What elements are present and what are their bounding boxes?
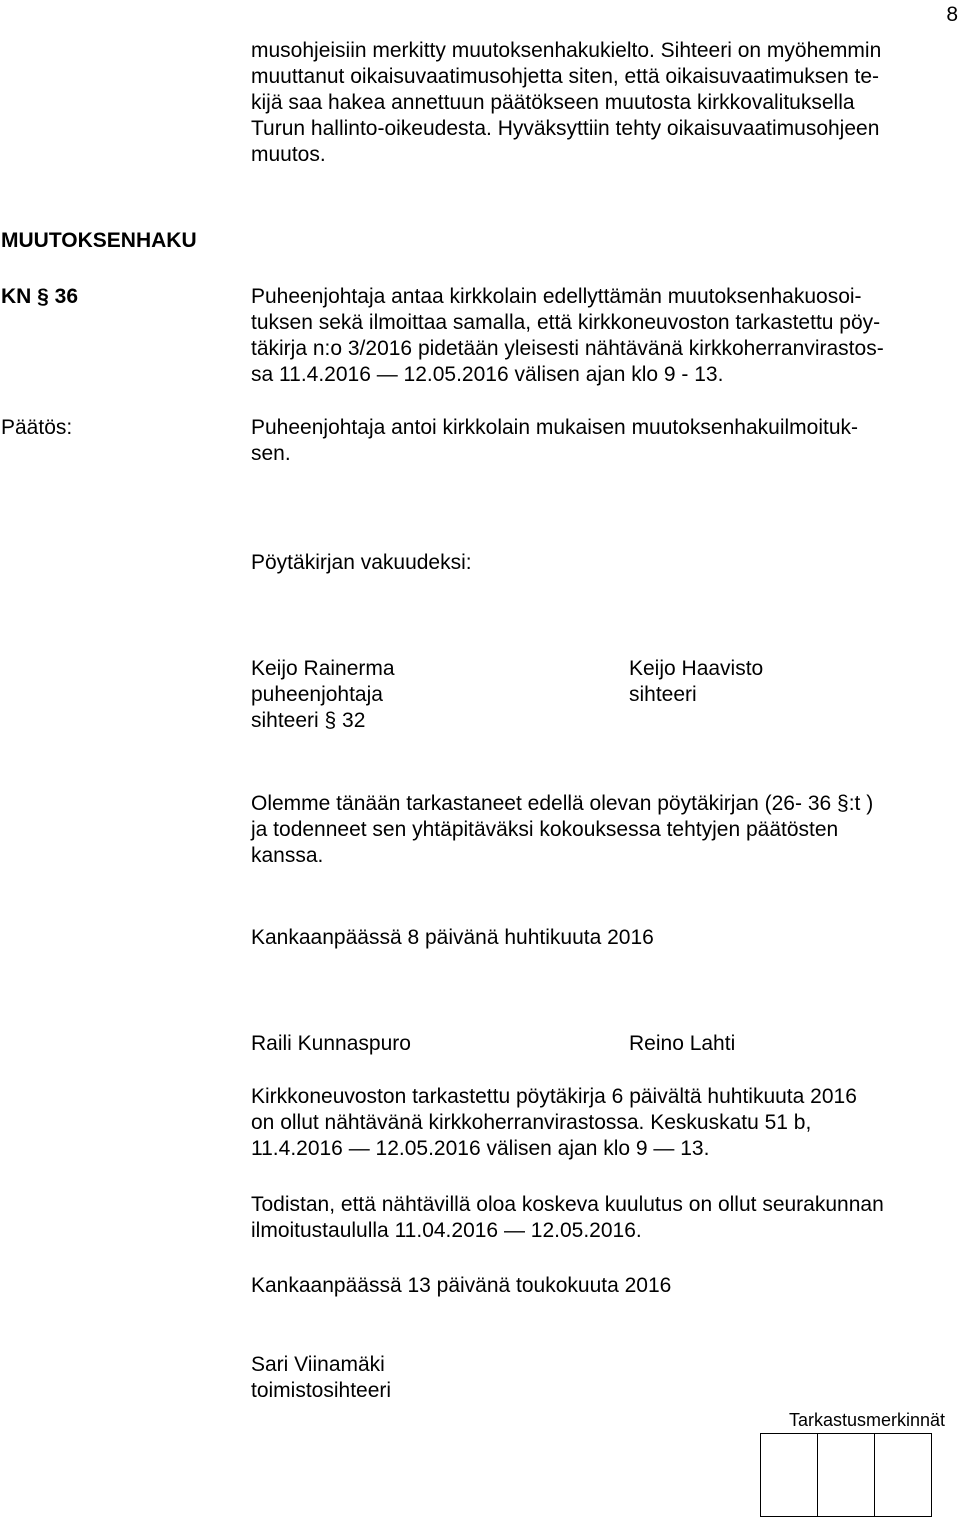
signer-title: sihteeri	[629, 683, 697, 706]
certification-heading: Pöytäkirjan vakuudeksi:	[251, 551, 472, 574]
text-line: muutos.	[251, 143, 326, 166]
decision-label: Päätös:	[1, 416, 73, 439]
signer-extra: sihteeri § 32	[251, 709, 366, 732]
text-line: muuttanut oikaisuvaatimusohjetta siten, että oikaisuvaatimuksen te-	[251, 65, 880, 88]
text-line: Puheenjohtaja antaa kirkkolain edellyttämän muutoksenhakuosoi-	[251, 285, 862, 308]
text-line: sen.	[251, 442, 291, 465]
section-heading: MUUTOKSENHAKU	[1, 229, 197, 252]
inspection-mark-cell	[875, 1434, 932, 1517]
text-line: Olemme tänään tarkastaneet edellä olevan pöytäkirjan (26- 36 §:t )	[251, 792, 874, 815]
item-text	[251, 284, 884, 388]
inspection-marks-table	[760, 1433, 932, 1517]
inspection-marks-label: Tarkastusmerkinnät	[789, 1410, 946, 1430]
text-line: Turun hallinto-oikeudesta. Hyväksyttiin tehty oikaisuvaatimusohjeen	[251, 117, 880, 140]
reviewer-right: Reino Lahti	[629, 1032, 736, 1055]
signer-name: Keijo Rainerma	[251, 657, 395, 680]
notice-paragraph	[251, 1192, 884, 1244]
signer-name: Keijo Haavisto	[629, 657, 764, 680]
signer-right	[629, 656, 763, 708]
reviewer-left: Raili Kunnaspuro	[251, 1032, 411, 1055]
text-line: Kirkkoneuvoston tarkastettu pöytäkirja 6 päivältä huhtikuuta 2016	[251, 1085, 857, 1108]
signer-left	[251, 656, 395, 734]
review-paragraph	[251, 791, 873, 869]
text-line: 11.4.2016 — 12.05.2016 välisen ajan klo 9 — 13.	[251, 1137, 710, 1160]
text-line: ilmoitustaululla 11.04.2016 — 12.05.2016.	[251, 1219, 642, 1242]
text-line: täkirja n:o 3/2016 pidetään yleisesti nähtävänä kirkkoherranvirastos-	[251, 337, 884, 360]
inspection-mark-cell	[818, 1434, 875, 1517]
text-line: tuksen sekä ilmoittaa samalla, että kirkkoneuvoston tarkastettu pöy-	[251, 311, 881, 334]
text-line: kanssa.	[251, 844, 324, 867]
signer-title: toimistosihteeri	[251, 1379, 392, 1402]
text-line: ja todenneet sen yhtäpitäväksi kokouksessa tehtyjen päätösten	[251, 818, 839, 841]
signer-title: puheenjohtaja	[251, 683, 383, 706]
place-date: Kankaanpäässä 8 päivänä huhtikuuta 2016	[251, 926, 654, 949]
text-line: Puheenjohtaja antoi kirkkolain mukaisen muutoksenhakuilmoituk-	[251, 416, 859, 439]
final-signer	[251, 1352, 391, 1404]
text-line: Todistan, että nähtävillä oloa koskeva kuulutus on ollut seurakunnan	[251, 1193, 884, 1216]
place-date: Kankaanpäässä 13 päivänä toukokuuta 2016	[251, 1274, 672, 1297]
page-number: 8	[946, 3, 958, 26]
inspection-mark-cell	[761, 1434, 818, 1517]
text-line: musohjeisiin merkitty muutoksenhakukielto. Sihteeri on myöhemmin	[251, 39, 882, 62]
text-line: on ollut nähtävänä kirkkoherranvirastossa. Keskuskatu 51 b,	[251, 1111, 812, 1134]
text-line: sa 11.4.2016 — 12.05.2016 välisen ajan klo 9 - 13.	[251, 363, 724, 386]
text-line: kijä saa hakea annettuun päätökseen muutosta kirkkovalituksella	[251, 91, 855, 114]
item-label: KN § 36	[1, 285, 79, 308]
decision-text	[251, 415, 858, 467]
display-paragraph	[251, 1084, 857, 1162]
signer-name: Sari Viinamäki	[251, 1353, 385, 1376]
intro-paragraph	[251, 38, 881, 168]
